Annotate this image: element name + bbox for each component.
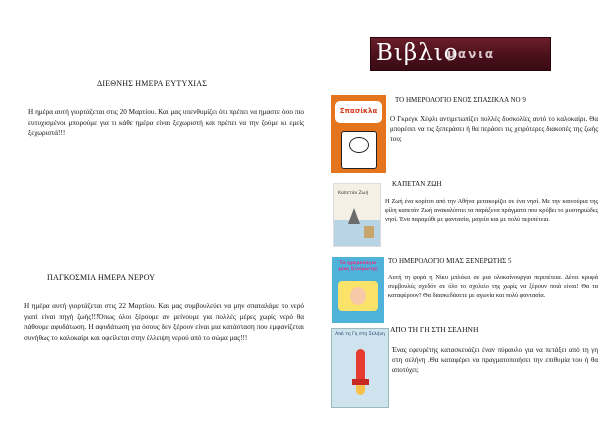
happiness-day-text: Η ημέρα αυτή γιορτάζεται στις 20 Μαρτίου. Και μας υπενθυμίζει ότι πρέπει να ημαστε όσο πιο ευτυχισμένοι μπορούμε για τι κάθε ημέρα είναι ξεχωριστή και πρέπει να την ζούμε κι εμείς ξεχωριστά!!! bbox=[28, 108, 304, 137]
cover-title: Σπασίκλα bbox=[339, 107, 378, 115]
book-cover-dork-diaries bbox=[332, 257, 384, 323]
book-cover-wimpy-kid bbox=[331, 95, 386, 173]
banner-title-part1: Βιβλιο bbox=[376, 40, 459, 66]
water-day-title: ΠΑΓΚΟΣΜΙΑ ΗΜΕΡΑ ΝΕΡΟΥ bbox=[47, 273, 156, 282]
cover-title: Από τη Γη στη Σελήνη bbox=[335, 332, 385, 337]
bibliomania-banner bbox=[370, 37, 551, 71]
book-1-text: Ο Γκρεγκ Χέφλι αντιμετωπίζει πολλές δυσκολίες αυτό το καλοκαίρι. Θα μπορέσει να τις ξεπεράσει ή θα περάσει τις χειρότερες διακοπές της ζωής του; bbox=[390, 115, 598, 143]
book-4-title: ΑΠΟ ΤΗ ΓΗ ΣΤΗ ΣΕΛΗΝΗ bbox=[390, 325, 479, 334]
happiness-day-title: ΔΙΕΘΝΗΣ ΗΜΕΡΑ ΕΥΤΥΧΙΑΣ bbox=[97, 79, 208, 88]
banner-title-part2: μανια bbox=[447, 47, 496, 61]
book-cover-earth-to-moon bbox=[331, 328, 389, 408]
water-day-text: Η ημέρα αυτή γιορτάζεται στις 22 Μαρτίου. Και μας συμβουλεύει να μην σπαταλάμε το νερό γιατί είναι πηγή ζωής!!!Όπως όλοι ξέρουμε αν μείνουμε για πολλές μέρες χωρίς νερό θα πάθουμε αφυδάτωση. Η αφυδάτωση για όσους δεν ξέρουν είναι μια κατάσταση που εμφανίζεται συνήθως το καλοκαίρι και οφείλεται στην έλλειψη νερού από το σώμα μας!!! bbox=[24, 302, 304, 342]
book-1-title: ΤΟ ΗΜΕΡΟΛΟΓΙΟ ΕΝΟΣ ΣΠΑΣΙΚΛΑ ΝΟ 9 bbox=[395, 96, 526, 104]
book-3-title: ΤΟ ΗΜΕΡΟΛΟΓΙΟ ΜΙΑΣ ΞΕΝΕΡΩΤΗΣ 5 bbox=[388, 257, 512, 265]
book-2-title: ΚΑΠΕΤΑΝ ΖΩΗ bbox=[392, 180, 442, 188]
cover-title: Το ημερολόγιο μιας ξενέρωτης bbox=[338, 261, 378, 272]
book-2-text: Η Ζωή ένα κορίτσι από την Αθήνα μετακομίζει σε ένα νησί. Με την καινούρια της φίλη καπετάν Ζωή ανακαλύπτει τα παράξενα πράγματα που κρύβει το μυστηριώδες νησί. Ένα παραμύθι με φαντασία, μαγεία και με πολύ περιπέτεια. bbox=[385, 198, 598, 223]
book-cover-kapetan-zoi bbox=[333, 183, 381, 247]
book-3-text: Αυτή τη φορά η Νίκυ μπλέκει σε μια ολοκαίνουργια περιπέτεια. Δένει κρυφά συμβουλές σχεδόν σε όλο το σχολείο της χωρίς να ξέρουν ποιά είναι! Θα τα καταφέρουν? Θα διασκεδάσετε με αγωνία και πολύ φαντασία. bbox=[388, 274, 598, 299]
book-4-text: Ένας εφευρέτης κατασκευάζει έναν πύραυλο για να πετάξει από τη γη στη σελήνη .Θα καταφέρει να πραγματοποιήσει την επιθυμία του ή θα αποτύχει; bbox=[392, 346, 598, 374]
cover-title: Καπετάν Ζωή bbox=[338, 191, 369, 196]
